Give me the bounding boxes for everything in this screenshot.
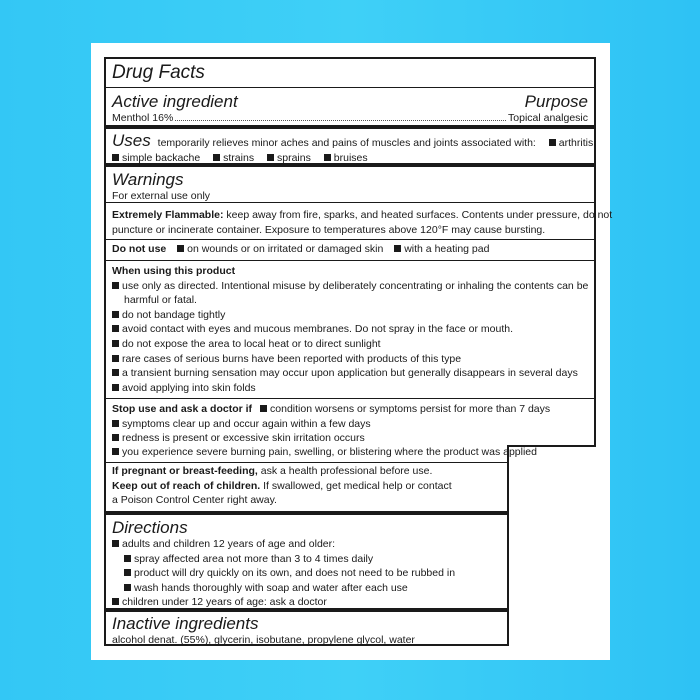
directions-item: product will dry quickly on its own, and does not need to be rubbed in [134,567,456,580]
uses-section [106,125,594,165]
dotted-leader [175,119,506,121]
purpose-value: Topical analgesic [508,112,588,124]
active-ingredient-value: Menthol 16% [112,112,174,124]
active-ingredient-heading: Active ingredient [112,92,238,111]
when-using-item: a transient burning sensation may occur upon application but generally disappears in several days [122,367,578,380]
when-using-item: avoid contact with eyes and mucous membranes. Do not spray in the face or mouth. [122,323,514,336]
uses-item: bruises [333,151,368,164]
when-using-label: When using this product [112,265,236,277]
children-label: Keep out of reach of children. [112,479,261,492]
bullet-icon [324,154,331,161]
bullet-icon [267,154,274,161]
pregnant-label: If pregnant or breast-feeding, [112,465,258,477]
directions-heading: Directions [112,518,188,537]
uses-item: strains [223,151,255,164]
drug-facts-title-section [106,62,594,84]
inactive-ingredients-text: alcohol denat. (55%), glycerin, isobutane, propylene glycol, water [112,634,415,646]
directions-section [106,511,507,610]
children-text-cont: a Poison Control Center right away. [112,494,277,507]
directions-item: wash hands thoroughly with soap and water after each use [134,581,408,594]
uses-heading: Uses [112,131,151,150]
do-not-use-section [106,239,594,257]
bullet-icon [177,245,184,252]
directions-item: spray affected area not more than 3 to 4 times daily [134,552,374,565]
bullet-icon [124,555,131,562]
when-using-item-cont: harmful or fatal. [124,294,197,307]
children-text: If swallowed, get medical help or contact [263,479,452,492]
inactive-ingredients-heading: Inactive ingredients [112,614,259,633]
pregnant-text: ask a health professional before use. [260,465,433,477]
bullet-icon [112,282,119,289]
when-using-item: do not bandage tightly [122,308,226,321]
bullet-icon [112,325,119,332]
stop-use-item: you experience severe burning pain, swelling, or blistering where the product was applied [122,446,537,458]
uses-item: sprains [277,151,311,164]
do-not-use-item: on wounds or on irritated or damaged skin [187,243,384,255]
purpose-heading: Purpose [524,92,588,111]
stop-use-last-item-row [106,445,537,460]
do-not-use-item: with a heating pad [404,243,490,255]
bullet-icon [124,584,131,591]
uses-intro: temporarily relieves minor aches and pains of muscles and joints associated with: [157,137,536,149]
directions-item: children under 12 years of age: ask a doctor [122,596,327,609]
uses-item: arthritis [558,137,594,149]
bullet-icon [549,139,556,146]
warnings-heading: Warnings [112,170,184,189]
bullet-icon [112,154,119,161]
bullet-icon [112,369,119,376]
inactive-ingredients-section [106,608,507,648]
flammable-text-cont: puncture or incinerate container. Exposure to temperatures above 120°F may cause bursting. [112,223,546,236]
uses-item: simple backache [122,151,201,164]
bullet-icon [112,340,119,347]
active-ingredient-section [106,87,594,126]
flammable-label: Extremely Flammable: [112,209,224,221]
drug-facts-upper-panel [104,57,613,447]
bullet-icon [112,311,119,318]
bullet-icon [112,540,119,547]
do-not-use-label: Do not use [112,243,167,255]
bullet-icon [112,434,119,441]
when-using-item: do not expose the area to local heat or to direct sunlight [122,337,381,350]
bullet-icon [112,355,119,362]
flammable-text: keep away from fire, sparks, and heated surfaces. Contents under pressure, do not [226,209,613,221]
stop-use-section [106,398,594,446]
bullet-icon [112,420,119,427]
flammable-section [106,202,613,237]
pregnancy-section [106,462,507,508]
stop-use-label: Stop use and ask a doctor if [112,403,253,415]
external-use-text: For external use only [112,190,211,202]
directions-item: adults and children 12 years of age and older: [122,538,336,550]
when-using-section [106,260,594,395]
stop-use-item: condition worsens or symptoms persist for more than 7 days [270,403,551,415]
bullet-icon [112,384,119,391]
when-using-item: avoid applying into skin folds [122,381,256,394]
stop-use-item: redness is present or excessive skin irritation occurs [122,432,365,445]
when-using-item: rare cases of serious burns have been reported with products of this type [122,352,462,365]
bullet-icon [112,598,119,605]
bullet-icon [260,405,267,412]
bullet-icon [124,569,131,576]
bullet-icon [394,245,401,252]
warnings-header-section [106,163,594,204]
bullet-icon [213,154,220,161]
stop-use-item: symptoms clear up and occur again within a few days [122,417,371,430]
drug-facts-title: Drug Facts [112,62,205,83]
drug-facts-card [91,43,613,660]
bullet-icon [112,448,119,455]
when-using-item: use only as directed. Intentional misuse by deliberately concentrating or inhaling the contents can be [122,279,589,292]
drug-facts-lower-panel [104,445,537,646]
